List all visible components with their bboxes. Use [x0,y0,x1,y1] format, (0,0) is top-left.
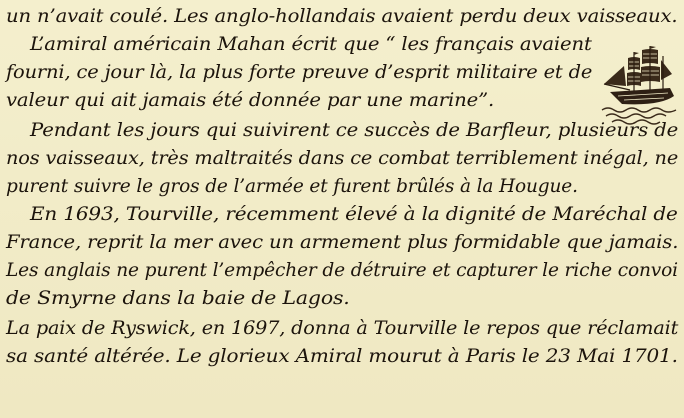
text-line-8: En 1693, Tourville, récemment élevé à la dignité de Maréchal de [30,204,678,225]
text-line-13: sa santé altérée. Le glorieux Amiral mourut à Paris le 23 Mai 1701. [6,346,678,367]
text-line-10: Les anglais ne purent l’empêcher de détruire et capturer le riche convoi [6,260,678,281]
text-line-6: nos vaisseaux, très maltraités dans ce combat terriblement inégal, ne [6,148,679,169]
text-line-7: purent suivre le gros de l’armée et furent brûlés à la Hougue. [6,176,578,197]
text-line-3: fourni, ce jour là, la plus forte preuve d’esprit militaire et de [6,62,593,83]
ship-illustration-icon [600,44,678,126]
text-line-5: Pendant les jours qui suivirent ce succès de Barfleur, plusieurs de [30,120,679,141]
text-line-11: de Smyrne dans la baie de Lagos. [6,288,350,309]
text-line-4: valeur qui ait jamais été donnée par une marine”. [6,90,495,111]
text-line-2: L’amiral américain Mahan écrit que “ les français avaient [30,34,592,55]
text-line-9: France, reprit la mer avec un armement plus formidable que jamais. [6,232,679,253]
text-line-12: La paix de Ryswick, en 1697, donna à Tourville le repos que réclamait [6,318,679,339]
text-line-1: un n’avait coulé. Les anglo-hollandais avaient perdu deux vaisseaux. [6,6,678,27]
